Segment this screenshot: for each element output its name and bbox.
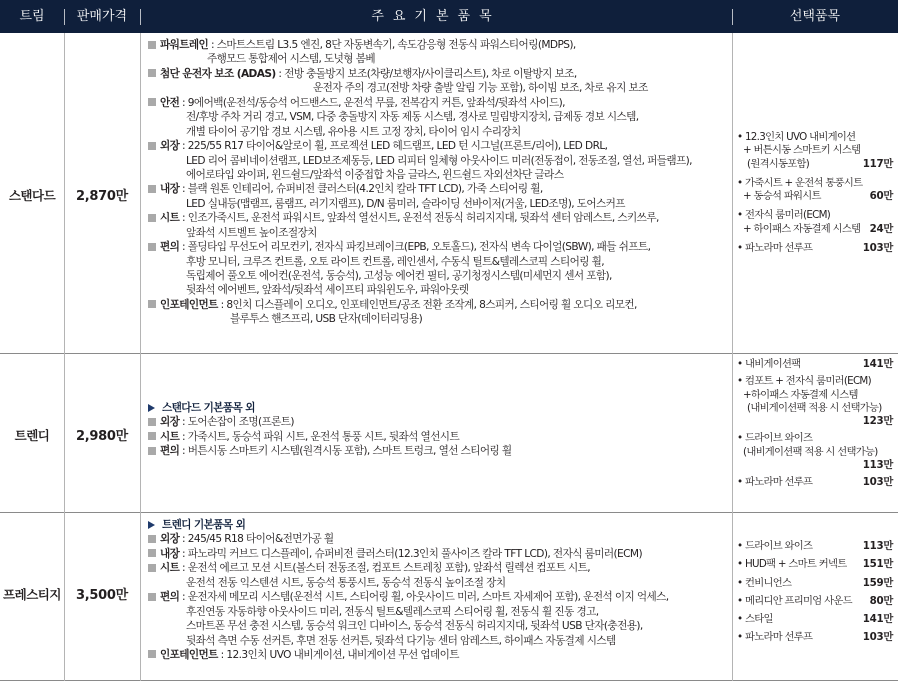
- option-text: [733, 158, 893, 171]
- feature-text: 인조가죽시트, 운전석 파워시트, 앞좌석 열선시트, 운전석 전동식 허리지지대, 뒷좌석 센터 암레스트, 스키쓰루,: [187, 212, 659, 225]
- feature-category: 내장: [160, 547, 180, 560]
- option-price: 151만: [862, 558, 893, 571]
- option-label: 파노라마 선루프: [744, 476, 813, 489]
- feature-category: 파워트레인: [160, 39, 209, 51]
- feature-category: 외장: [160, 533, 180, 546]
- table-header: [0, 0, 898, 33]
- option-list: [733, 358, 893, 490]
- trim-name: 스탠다드: [8, 188, 56, 203]
- option-text: • 12.3인치 UVO 내비게이션: [737, 131, 856, 143]
- bullet-square-icon: [148, 41, 156, 49]
- option-label: 스타일: [744, 613, 773, 626]
- option-text: • 파노라마 선루프 103만: [737, 476, 893, 489]
- option-price: 141만: [862, 613, 893, 626]
- bullet-square-icon: [148, 243, 156, 251]
- option-label: + 하이패스 자동결제 시스템: [743, 222, 861, 235]
- option-text: + 버튼시동 스마트키 시스템: [743, 144, 861, 157]
- trim-name: 트렌디: [14, 428, 50, 443]
- option-label: 파노라마 선루프: [744, 242, 813, 255]
- option-price: 113만: [862, 459, 893, 472]
- option-label: + 동승석 파워시트: [743, 190, 821, 203]
- header-main-features: 주요기본품목: [371, 9, 501, 24]
- feature-text: 폴딩타입 무선도어 리모컨키, 전자식 파킹브레이크(EPB, 오토홀드), 전자식 변속 다이얼(SBW), 패들 쉬프트,: [187, 241, 651, 254]
- trim-price: 2,870만: [76, 189, 128, 204]
- option-label: HUD팩 + 스마트 커넥트: [744, 558, 847, 571]
- option-text: • 파노라마 선루프 103만: [737, 242, 893, 255]
- feature-category: 안전: [160, 96, 180, 109]
- row-divider: [0, 512, 898, 513]
- list-item: 인포테인먼트 : 8인치 디스플레이 오디오, 인포테인먼트/공조 전환 조작계, 8스피커, 스티어링 휠 오디오 리모컨,: [148, 298, 730, 312]
- option-price: 103만: [862, 476, 893, 489]
- col-divider: [140, 33, 141, 681]
- list-item: 편의 : 폴딩타입 무선도어 리모컨키, 전자식 파킹브레이크(EPB, 오토홀드), 전자식 변속 다이얼(SBW), 패들 쉬프트,: [148, 240, 730, 254]
- option-price: 24만: [869, 222, 893, 235]
- option-item: [733, 577, 893, 590]
- list-item: 편의 : 버튼시동 스마트키 시스템(원격시동 포함), 스마트 트렁크, 열선 스티어링 휠: [148, 444, 730, 458]
- feature-text: 블랙 원톤 인테리어, 슈퍼비전 클러스터(4.2인치 칼라 TFT LCD), 가죽 스티어링 휠,: [187, 183, 543, 196]
- option-text: [733, 459, 893, 472]
- option-text: • 컨비니언스 159만: [737, 576, 893, 589]
- option-label: 가죽시트 + 운전석 통풍시트: [744, 176, 863, 189]
- feature-category: 내장: [160, 183, 180, 196]
- feature-text: 245/45 R18 타이어&전면가공 휠: [187, 533, 334, 546]
- list-item: 외장 : 225/55 R17 타이어&알로이 휠, 프로젝션 LED 헤드램프, LED 턴 시그널(프론트/리어), LED DRL,: [148, 139, 730, 153]
- feature-category: 편의: [160, 591, 180, 604]
- header-trim: 트림: [19, 9, 45, 24]
- feature-text: 8인치 디스플레이 오디오, 인포테인먼트/공조 전환 조작계, 8스피커, 스티어링 휠 오디오 리모컨,: [226, 298, 637, 311]
- option-text: [733, 223, 893, 236]
- option-label: 드라이브 와이즈: [744, 540, 813, 552]
- bullet-square-icon: [148, 142, 156, 150]
- bullet-square-icon: [148, 69, 156, 77]
- feature-text: 운전석 에르고 모션 시트(볼스터 전동조절, 컴포트 스트레칭 포함), 앞좌석 릴렉션 컴포트 시트,: [187, 562, 591, 575]
- option-text: • 내비게이션팩 141만: [737, 358, 893, 370]
- option-text: • 스타일 141만: [737, 613, 893, 626]
- bullet-square-icon: [148, 549, 156, 557]
- option-list: [733, 540, 893, 645]
- list-item: 편의 : 운전자세 메모리 시스템(운전석 시트, 스티어링 휠, 아웃사이드 미러, 스마트 자세제어 포함), 운전석 이지 억세스,: [148, 590, 730, 604]
- trim-price: 2,980만: [76, 429, 128, 444]
- option-text: [733, 190, 893, 203]
- option-text: • 파노라마 선루프 103만: [737, 631, 893, 644]
- list-item: 시트 : 가죽시트, 동승석 파워 시트, 운전석 통풍 시트, 뒷좌석 열선시트: [148, 430, 730, 444]
- option-item: [733, 375, 893, 428]
- feature-text: 버튼시동 스마트키 시스템(원격시동 포함), 스마트 트렁크, 열선 스티어링 휠: [187, 445, 512, 458]
- option-item: [733, 131, 893, 171]
- feature-text: 독립제어 풀오토 에어컨(운전석, 동승석), 고성능 에어컨 필터, 공기청정시스템(미세먼지 센서 포함),: [186, 270, 612, 282]
- option-text: • 드라이브 와이즈 113만: [737, 540, 893, 552]
- bullet-square-icon: [148, 447, 156, 455]
- bullet-square-icon: [148, 300, 156, 308]
- feature-text: 파노라믹 커브드 디스플레이, 슈퍼비전 클러스터(12.3인치 풀사이즈 칼라 TFT LCD), 전자식 룸미러(ECM): [187, 547, 643, 560]
- list-item: 첨단 운전자 보조 (ADAS) : 전방 충돌방지 보조(차량/보행자/사이클리스트), 차로 이탈방지 보조,: [148, 67, 730, 81]
- option-text: (내비게이션팩 적용 시 선택가능): [747, 401, 882, 414]
- base-note: [148, 401, 730, 415]
- list-item: 외장 : 도어손잡이 조명(프론트): [148, 415, 730, 429]
- option-label: 파노라마 선루프: [744, 631, 813, 644]
- option-label: 메리디안 프리미엄 사운드: [744, 594, 852, 607]
- feature-text: 가죽시트, 동승석 파워 시트, 운전석 통풍 시트, 뒷좌석 열선시트: [187, 430, 460, 443]
- option-item: [733, 595, 893, 608]
- option-list: [733, 131, 893, 255]
- option-price: 103만: [862, 631, 893, 644]
- feature-list: [148, 38, 730, 327]
- option-text: • 드라이브 와이즈: [737, 432, 813, 445]
- list-item: 내장 : 파노라믹 커브드 디스플레이, 슈퍼비전 클러스터(12.3인치 풀사이즈 칼라 TFT LCD), 전자식 룸미러(ECM): [148, 547, 730, 561]
- option-label: 드라이브 와이즈: [744, 432, 813, 445]
- feature-category: 시트: [160, 212, 180, 225]
- bullet-square-icon: [148, 185, 156, 193]
- option-label: (원격시동포함): [747, 157, 810, 170]
- row-divider: [0, 353, 898, 354]
- bullet-square-icon: [148, 564, 156, 572]
- bullet-square-icon: [148, 418, 156, 426]
- feature-text: 에어로타입 와이퍼, 윈드쉴드/앞좌석 이중접합 차음 글라스, 윈드쉴드 자외선차단 글라스: [186, 168, 564, 181]
- option-text: +하이패스 자동결제 시스템: [743, 388, 858, 401]
- feature-text: 전방 충돌방지 보조(차량/보행자/사이클리스트), 차로 이탈방지 보조,: [284, 67, 577, 80]
- feature-category: 외장: [160, 140, 180, 153]
- option-price: 113만: [862, 540, 893, 552]
- base-note-text: 스탠다드 기본품목 외: [162, 402, 255, 414]
- option-text: (내비게이션팩 적용 시 선택가능): [743, 445, 878, 458]
- list-item: 파워트레인 : 스마트스트림 L3.5 엔진, 8단 자동변속기, 속도감응형 전동식 파워스티어링(MDPS),: [148, 38, 730, 52]
- header-price: 판매가격: [76, 9, 128, 24]
- bullet-square-icon: [148, 535, 156, 543]
- bullet-square-icon: [148, 432, 156, 440]
- feature-category: 첨단 운전자 보조 (ADAS): [160, 67, 276, 80]
- feature-list: [148, 518, 730, 662]
- feature-text: 전/후방 주차 거리 경고, VSM, 다중 충돌방지 자동 제동 시스템, 경사로 밀림방지장치, 급제동 경보 시스템,: [186, 111, 639, 124]
- feature-category: 인포테인먼트: [160, 298, 218, 311]
- feature-list: [148, 401, 730, 459]
- option-label: 컴포트 + 전자식 룸미러(ECM): [744, 375, 871, 388]
- feature-text: 스마트스트림 L3.5 엔진, 8단 자동변속기, 속도감응형 전동식 파워스티어링(MDPS),: [216, 39, 576, 51]
- feature-text: 뒷좌석 에어벤트, 앞좌석/뒷좌석 세이프티 파워윈도우, 파워아웃렛: [186, 284, 469, 297]
- feature-text: LED 실내등(맵램프, 룸램프, 러기지램프), D/N 룸미러, 슬라이딩 선바이저(거울, LED조명), 도어스커프: [186, 197, 625, 210]
- option-item: [733, 242, 893, 255]
- feature-category: 시트: [160, 430, 180, 443]
- option-label: 12.3인치 UVO 내비게이션: [744, 131, 856, 143]
- feature-text: 후방 모니터, 크루즈 컨트롤, 오토 라이트 컨트롤, 레인센서, 수동식 틸트&텔레스코픽 스티어링 휠,: [186, 255, 605, 268]
- option-item: [733, 540, 893, 553]
- bullet-square-icon: [148, 650, 156, 658]
- feature-text: 후진연동 자동하향 아웃사이드 미러, 전동식 틸트&텔레스코픽 스티어링 휠, 전동식 휠 진동 경고,: [186, 605, 599, 618]
- feature-text: 앞좌석 시트벨트 높이조절장치: [186, 226, 317, 239]
- feature-text: 블루투스 핸즈프리, USB 단자(데이터리딩용): [230, 313, 423, 326]
- header-options: 선택품목: [789, 9, 841, 24]
- option-price: 60만: [869, 190, 893, 203]
- trim-price: 3,500만: [76, 588, 128, 603]
- triangle-right-icon: [148, 404, 155, 412]
- option-label: 내비게이션팩: [744, 358, 801, 370]
- feature-text: 운전자 주의 경고(전방 차량 출발 알림 기능 포함), 하이빔 보조, 차로 유지 보조: [313, 82, 648, 95]
- option-item: [733, 631, 893, 644]
- feature-text: 12.3인치 UVO 내비게이션, 내비게이션 무선 업데이트: [226, 648, 459, 661]
- bullet-square-icon: [148, 98, 156, 106]
- base-note-text: 트렌디 기본품목 외: [162, 519, 246, 531]
- trim-name: 프레스티지: [3, 587, 61, 602]
- triangle-right-icon: [148, 521, 155, 529]
- option-text: • HUD팩 + 스마트 커넥트 151만: [737, 558, 893, 571]
- list-item: 인포테인먼트 : 12.3인치 UVO 내비게이션, 내비게이션 무선 업데이트: [148, 648, 730, 662]
- feature-text: 뒷좌석 측면 수동 선커튼, 후면 전동 선커튼, 뒷좌석 다기능 센터 암레스트, 하이패스 자동결제 시스템: [186, 634, 616, 647]
- bullet-square-icon: [148, 214, 156, 222]
- feature-text: 개별 타이어 공기압 경보 시스템, 유아용 시트 고정 장치, 타이어 임시 수리장치: [186, 125, 521, 138]
- feature-text: 주행모드 통합제어 시스템, 도넛형 봄베: [207, 53, 375, 66]
- list-item: 시트 : 인조가죽시트, 운전석 파워시트, 앞좌석 열선시트, 운전석 전동식 허리지지대, 뒷좌석 센터 암레스트, 스키쓰루,: [148, 211, 730, 225]
- option-text: • 컴포트 + 전자식 룸미러(ECM): [737, 375, 871, 388]
- option-text: • 가죽시트 + 운전석 통풍시트: [737, 176, 863, 189]
- feature-text: 스마트폰 무선 충전 시스템, 동승석 워크인 디바이스, 동승석 전동식 허리지지대, 뒷좌석 USB 단자(충전용),: [186, 620, 643, 633]
- option-label: 컨비니언스: [744, 576, 792, 589]
- feature-text: 9에어백(운전석/동승석 어드밴스드, 운전석 무릎, 전복감지 커튼, 앞좌석/뒷좌석 사이드),: [187, 96, 565, 109]
- option-text: • 전자식 룸미러(ECM): [737, 209, 831, 222]
- feature-category: 인포테인먼트: [160, 648, 218, 661]
- list-item: 안전 : 9에어백(운전석/동승석 어드밴스드, 운전석 무릎, 전복감지 커튼, 앞좌석/뒷좌석 사이드),: [148, 96, 730, 110]
- list-item: 내장 : 블랙 원톤 인테리어, 슈퍼비전 클러스터(4.2인치 칼라 TFT LCD), 가죽 스티어링 휠,: [148, 182, 730, 196]
- option-item: [733, 613, 893, 626]
- option-price: 123만: [862, 415, 893, 428]
- option-item: [733, 177, 893, 204]
- option-item: [733, 432, 893, 472]
- option-item: [733, 209, 893, 236]
- feature-category: 편의: [160, 241, 180, 254]
- feature-category: 편의: [160, 445, 180, 458]
- feature-text: 운전석 전동 익스텐션 시트, 동승석 통풍시트, 동승석 전동식 높이조절 장치: [186, 576, 506, 589]
- list-item: 외장 : 245/45 R18 타이어&전면가공 휠: [148, 532, 730, 546]
- option-price: 117만: [862, 157, 893, 170]
- option-price: 159만: [862, 576, 893, 589]
- option-item: [733, 558, 893, 571]
- bullet-square-icon: [148, 593, 156, 601]
- option-price: 103만: [862, 242, 893, 255]
- option-price: 80만: [869, 594, 893, 607]
- feature-text: 도어손잡이 조명(프론트): [187, 416, 294, 429]
- option-item: [733, 358, 893, 371]
- option-price: 141만: [862, 358, 893, 370]
- feature-text: LED 리어 콤비네이션램프, LED보조제동등, LED 리피터 일체형 아웃사이드 미러(전동접이, 전동조절, 열선, 퍼들램프),: [186, 154, 692, 167]
- feature-text: 운전자세 메모리 시스템(운전석 시트, 스티어링 휠, 아웃사이드 미러, 스마트 자세제어 포함), 운전석 이지 억세스,: [187, 591, 669, 604]
- option-text: [733, 415, 893, 428]
- base-note: [148, 518, 730, 532]
- feature-text: 225/55 R17 타이어&알로이 휠, 프로젝션 LED 헤드램프, LED 턴 시그널(프론트/리어), LED DRL,: [187, 140, 608, 153]
- feature-category: 시트: [160, 562, 180, 575]
- option-text: • 메리디안 프리미엄 사운드 80만: [737, 594, 893, 607]
- option-label: 전자식 룸미러(ECM): [744, 209, 831, 222]
- feature-category: 외장: [160, 416, 180, 429]
- option-item: [733, 476, 893, 489]
- list-item: 시트 : 운전석 에르고 모션 시트(볼스터 전동조절, 컴포트 스트레칭 포함), 앞좌석 릴렉션 컴포트 시트,: [148, 561, 730, 575]
